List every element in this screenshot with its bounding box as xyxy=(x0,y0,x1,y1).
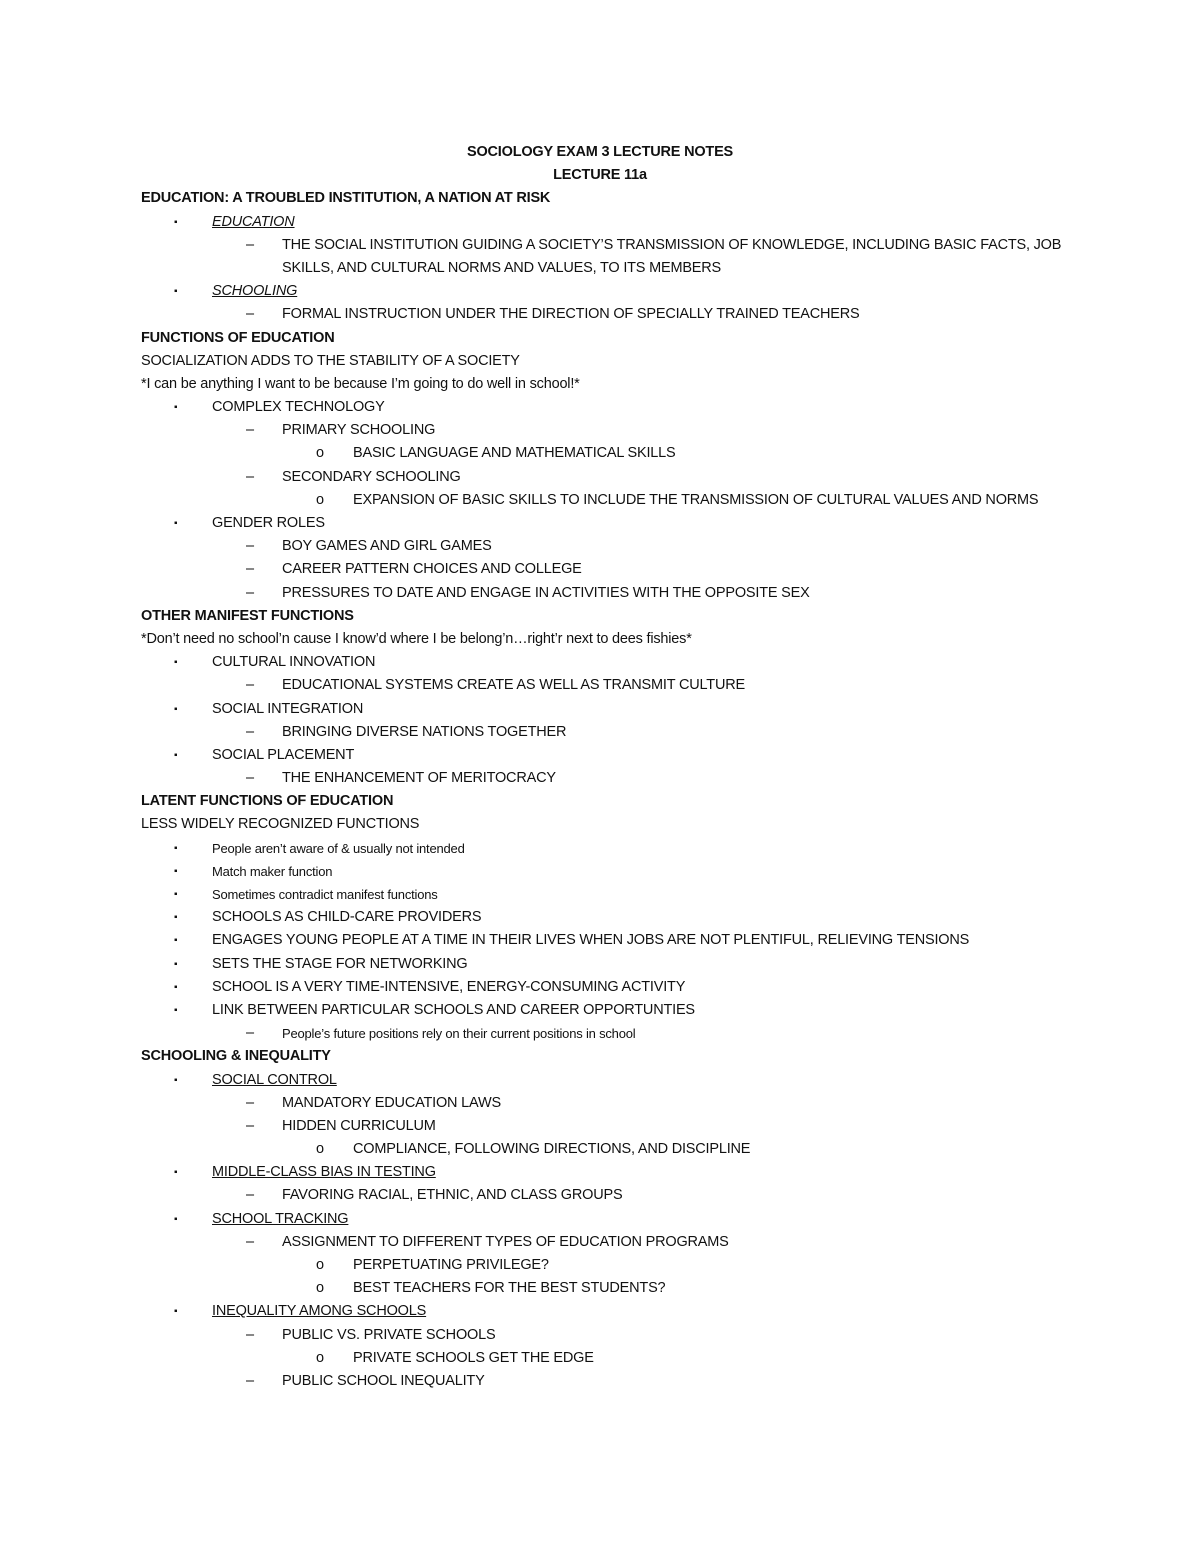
square-bullet-icon: ▪ xyxy=(174,935,178,947)
line-text: BOY GAMES AND GIRL GAMES xyxy=(282,538,492,555)
dash-bullet-icon: – xyxy=(246,1117,254,1134)
line-text: SOCIALIZATION ADDS TO THE STABILITY OF A SOCIETY xyxy=(141,352,520,369)
square-bullet-icon: ▪ xyxy=(174,1306,178,1318)
dash-bullet-icon: – xyxy=(246,538,254,555)
square-bullet-icon: ▪ xyxy=(174,912,178,924)
line-text: SCHOOLING & INEQUALITY xyxy=(141,1048,331,1065)
list-item xyxy=(141,1277,1071,1300)
line-text: OTHER MANIFEST FUNCTIONS xyxy=(141,607,354,624)
list-item xyxy=(141,280,1071,303)
line-text: SETS THE STAGE FOR NETWORKING xyxy=(212,955,468,972)
list-item xyxy=(141,211,1071,234)
line-text: CULTURAL INNOVATION xyxy=(212,654,376,671)
list-item xyxy=(141,698,1071,721)
list-item xyxy=(141,1254,1071,1277)
line-text: MIDDLE-CLASS BIAS IN TESTING xyxy=(212,1164,436,1181)
list-item xyxy=(141,906,1071,929)
list-item xyxy=(141,234,1072,280)
list-item xyxy=(141,1138,1071,1161)
line-text: ENGAGES YOUNG PEOPLE AT A TIME IN THEIR LIVES WHEN JOBS ARE NOT PLENTIFUL, RELIEVING TENSIONS xyxy=(212,932,970,949)
dash-bullet-icon: – xyxy=(246,1094,254,1111)
line-text: FUNCTIONS OF EDUCATION xyxy=(141,329,335,346)
paragraph-line xyxy=(141,350,1071,373)
line-text: GENDER ROLES xyxy=(212,515,325,532)
dash-bullet-icon: – xyxy=(246,723,254,740)
square-bullet-icon: ▪ xyxy=(174,1213,178,1225)
square-bullet-icon: ▪ xyxy=(174,1004,178,1016)
square-bullet-icon: ▪ xyxy=(174,286,178,298)
circle-bullet-icon: o xyxy=(316,491,324,508)
dash-bullet-icon: – xyxy=(246,1326,254,1343)
list-item xyxy=(141,1208,1071,1231)
circle-bullet-icon: o xyxy=(316,1280,324,1297)
dash-bullet-icon: – xyxy=(246,561,254,578)
square-bullet-icon: ▪ xyxy=(174,749,178,761)
dash-bullet-icon: – xyxy=(246,468,254,485)
dash-bullet-icon: – xyxy=(246,1233,254,1250)
line-text: LESS WIDELY RECOGNIZED FUNCTIONS xyxy=(141,816,420,833)
list-item xyxy=(141,466,1071,489)
circle-bullet-icon: o xyxy=(316,1257,324,1274)
line-text: BEST TEACHERS FOR THE BEST STUDENTS? xyxy=(353,1280,666,1297)
square-bullet-icon: ▪ xyxy=(174,889,178,901)
list-item xyxy=(141,1092,1071,1115)
square-bullet-icon: ▪ xyxy=(174,216,178,228)
list-item xyxy=(141,1184,1071,1207)
line-text: SCHOOL TRACKING xyxy=(212,1210,349,1227)
line-text: SOCIAL INTEGRATION xyxy=(212,700,364,717)
circle-bullet-icon: o xyxy=(316,1349,324,1366)
line-text: EDUCATION xyxy=(212,213,295,230)
dash-bullet-icon: – xyxy=(246,1372,254,1389)
square-bullet-icon: ▪ xyxy=(174,865,178,877)
line-text: People aren’t aware of & usually not intended xyxy=(212,840,465,856)
list-item xyxy=(141,303,1071,326)
list-item xyxy=(141,929,1071,952)
section-heading xyxy=(141,187,1071,210)
dash-bullet-icon: – xyxy=(246,677,254,694)
line-text: BASIC LANGUAGE AND MATHEMATICAL SKILLS xyxy=(353,445,676,462)
dash-bullet-icon: – xyxy=(246,1025,254,1042)
list-item xyxy=(141,744,1071,767)
list-item xyxy=(141,1370,1071,1393)
line-text: SOCIAL PLACEMENT xyxy=(212,746,355,763)
list-item xyxy=(141,419,1071,442)
circle-bullet-icon: o xyxy=(316,445,324,462)
notes-body xyxy=(141,187,1071,1393)
line-text: THE SOCIAL INSTITUTION GUIDING A SOCIETY’S TRANSMISSION OF KNOWLEDGE, INCLUDING BASIC FACTS, JOB SKILLS, AND CULTURAL NORMS AND VALUES, TO ITS MEMBERS xyxy=(282,236,1062,276)
lecture-notes xyxy=(141,141,1071,1393)
square-bullet-icon: ▪ xyxy=(174,1074,178,1086)
list-item xyxy=(141,1022,1071,1045)
list-item xyxy=(141,953,1071,976)
section-heading xyxy=(141,1045,1071,1068)
list-item xyxy=(141,1300,1071,1323)
line-text: LINK BETWEEN PARTICULAR SCHOOLS AND CAREER OPPORTUNTIES xyxy=(212,1001,695,1018)
line-text: COMPLEX TECHNOLOGY xyxy=(212,399,385,416)
list-item xyxy=(141,535,1071,558)
list-item xyxy=(141,883,1071,906)
section-heading xyxy=(141,605,1071,628)
line-text: Sometimes contradict manifest functions xyxy=(212,887,438,903)
section-heading xyxy=(141,327,1071,350)
line-text: BRINGING DIVERSE NATIONS TOGETHER xyxy=(282,723,567,740)
dash-bullet-icon: – xyxy=(246,584,254,601)
line-text: SCHOOLS AS CHILD-CARE PROVIDERS xyxy=(212,909,482,926)
paragraph-line xyxy=(141,813,1071,836)
square-bullet-icon: ▪ xyxy=(174,842,178,854)
list-item xyxy=(141,837,1071,860)
line-text: SOCIAL CONTROL xyxy=(212,1071,337,1088)
list-item xyxy=(141,651,1071,674)
line-text: PRESSURES TO DATE AND ENGAGE IN ACTIVITIES WITH THE OPPOSITE SEX xyxy=(282,584,810,601)
square-bullet-icon: ▪ xyxy=(174,703,178,715)
line-text: SCHOOLING xyxy=(212,283,298,300)
line-text: *Don’t need no school’n cause I know’d where I be belong’n…right’r next to dees fishies* xyxy=(141,630,692,647)
square-bullet-icon: ▪ xyxy=(174,518,178,530)
line-text: People’s future positions rely on their current positions in school xyxy=(282,1026,636,1042)
line-text: PERPETUATING PRIVILEGE? xyxy=(353,1257,549,1274)
list-item xyxy=(141,721,1071,744)
line-text: CAREER PATTERN CHOICES AND COLLEGE xyxy=(282,561,582,578)
list-item xyxy=(141,1161,1071,1184)
list-item xyxy=(141,999,1071,1022)
line-text: INEQUALITY AMONG SCHOOLS xyxy=(212,1303,427,1320)
circle-bullet-icon: o xyxy=(316,1141,324,1158)
list-item xyxy=(141,1069,1071,1092)
list-item xyxy=(141,860,1071,883)
square-bullet-icon: ▪ xyxy=(174,981,178,993)
square-bullet-icon: ▪ xyxy=(174,402,178,414)
line-text: THE ENHANCEMENT OF MERITOCRACY xyxy=(282,770,556,787)
list-item xyxy=(141,512,1071,535)
list-item xyxy=(141,1324,1071,1347)
line-text: EXPANSION OF BASIC SKILLS TO INCLUDE THE TRANSMISSION OF CULTURAL VALUES AND NORMS xyxy=(353,491,1039,508)
list-item xyxy=(141,1115,1071,1138)
dash-bullet-icon: – xyxy=(246,1187,254,1204)
line-text: EDUCATION: A TROUBLED INSTITUTION, A NATION AT RISK xyxy=(141,190,551,207)
square-bullet-icon: ▪ xyxy=(174,1167,178,1179)
list-item xyxy=(141,767,1071,790)
line-text: ASSIGNMENT TO DIFFERENT TYPES OF EDUCATION PROGRAMS xyxy=(282,1233,729,1250)
line-text: PUBLIC SCHOOL INEQUALITY xyxy=(282,1372,485,1389)
list-item xyxy=(141,1231,1071,1254)
line-text: LATENT FUNCTIONS OF EDUCATION xyxy=(141,793,394,810)
dash-bullet-icon: – xyxy=(246,236,254,253)
line-text: COMPLIANCE, FOLLOWING DIRECTIONS, AND DISCIPLINE xyxy=(353,1141,751,1158)
list-item xyxy=(141,442,1071,465)
line-text: Match maker function xyxy=(212,863,333,879)
list-item xyxy=(141,976,1071,999)
dash-bullet-icon: – xyxy=(246,770,254,787)
document-title: SOCIOLOGY EXAM 3 LECTURE NOTES xyxy=(466,144,734,160)
square-bullet-icon: ▪ xyxy=(174,657,178,669)
paragraph-line xyxy=(141,373,1071,396)
document-subtitle: LECTURE 11a xyxy=(553,167,647,184)
list-item xyxy=(141,1347,1071,1370)
line-text: SECONDARY SCHOOLING xyxy=(282,468,461,485)
line-text: FORMAL INSTRUCTION UNDER THE DIRECTION OF SPECIALLY TRAINED TEACHERS xyxy=(282,306,860,323)
line-text: EDUCATIONAL SYSTEMS CREATE AS WELL AS TRANSMIT CULTURE xyxy=(282,677,745,694)
line-text: FAVORING RACIAL, ETHNIC, AND CLASS GROUPS xyxy=(282,1187,623,1204)
line-text: PRIVATE SCHOOLS GET THE EDGE xyxy=(353,1349,594,1366)
list-item xyxy=(141,582,1071,605)
dash-bullet-icon: – xyxy=(246,422,254,439)
line-text: HIDDEN CURRICULUM xyxy=(282,1117,436,1134)
paragraph-line xyxy=(141,628,1071,651)
list-item xyxy=(141,674,1071,697)
line-text: SCHOOL IS A VERY TIME-INTENSIVE, ENERGY-CONSUMING ACTIVITY xyxy=(212,978,686,995)
list-item xyxy=(141,558,1071,581)
section-heading xyxy=(141,790,1071,813)
line-text: PRIMARY SCHOOLING xyxy=(282,422,436,439)
dash-bullet-icon: – xyxy=(246,306,254,323)
line-text: MANDATORY EDUCATION LAWS xyxy=(282,1094,501,1111)
square-bullet-icon: ▪ xyxy=(174,958,178,970)
line-text: *I can be anything I want to be because I’m going to do well in school!* xyxy=(141,375,580,392)
list-item xyxy=(141,489,1071,512)
line-text: PUBLIC VS. PRIVATE SCHOOLS xyxy=(282,1326,496,1343)
list-item xyxy=(141,396,1071,419)
